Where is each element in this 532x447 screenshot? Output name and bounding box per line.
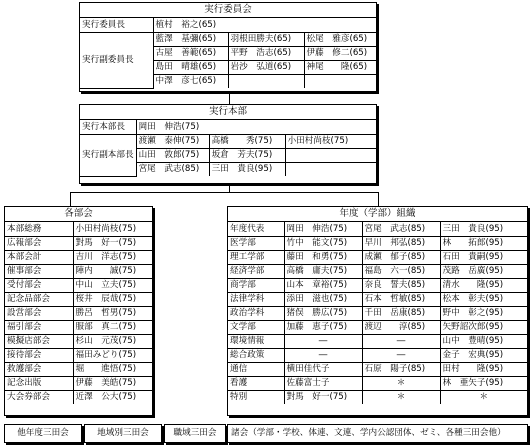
- department-name: 受付部会: [5, 278, 73, 292]
- exec-vice-member: 神尾 隆(65): [304, 60, 376, 74]
- department-name: 模擬店部会: [5, 334, 73, 348]
- department-head: 桜井 辰哉(75): [73, 292, 152, 306]
- exec-vice-member: 伊藤 修二(65): [304, 46, 376, 60]
- department-head: 中山 立夫(75): [73, 278, 152, 292]
- faculty-name: 通信: [228, 362, 284, 376]
- year-org-row: [228, 306, 527, 320]
- member-75: 對馬 好一(75): [284, 390, 362, 404]
- year-org-row: [228, 292, 527, 306]
- member-95: 田村 隆(95): [440, 362, 527, 376]
- member-85: ＊: [362, 376, 440, 390]
- department-name: 本部総務: [5, 222, 73, 236]
- occupational-mita-kai: 職域三田会: [164, 424, 226, 443]
- department-name: 本部会計: [5, 250, 73, 264]
- hq-chief-name: 岡田 伸浩(75): [136, 120, 376, 134]
- hq-vice-member: [285, 148, 376, 162]
- department-row: [5, 236, 152, 250]
- department-row: [5, 264, 152, 278]
- department-row: [5, 222, 152, 236]
- hq-vice-member: 高橋 秀(75): [209, 134, 285, 148]
- faculty-name: 環境情報: [228, 334, 284, 348]
- member-95: ＊: [440, 390, 527, 404]
- year-org-row: [228, 362, 527, 376]
- member-85: ―: [362, 348, 440, 362]
- year-org-row: [228, 376, 527, 390]
- department-row: [5, 278, 152, 292]
- member-95: 矢野詔次郎(95): [440, 320, 527, 334]
- connector-to-year-org: [378, 192, 379, 206]
- exec-hq-box: [79, 104, 377, 184]
- departments-title: 各部会: [5, 207, 152, 222]
- hq-vice-member: 山田 敦郎(75): [136, 148, 209, 162]
- department-row: [5, 306, 152, 320]
- member-95: 山中 豊晴(95): [440, 334, 527, 348]
- faculty-name: 総合政策: [228, 348, 284, 362]
- member-75: 藤田 和勇(75): [284, 250, 362, 264]
- member-75: 横田佳代子: [284, 362, 362, 376]
- member-75: 高橋 庸夫(75): [284, 264, 362, 278]
- exec-vice-member: 平野 浩志(65): [228, 46, 304, 60]
- exec-chair-label: 実行委員長: [80, 18, 153, 32]
- hq-vice-member: 宮尾 武志(85): [136, 162, 209, 176]
- year-org-row: [228, 250, 527, 264]
- member-95: 茂路 岳廣(95): [440, 264, 527, 278]
- member-95: 林 亜矢子(95): [440, 376, 527, 390]
- exec-vice-member: [304, 74, 376, 88]
- member-75: ―: [284, 348, 362, 362]
- regional-mita-kai: 地域別三田会: [84, 424, 162, 443]
- exec-vice-member: 松尾 雅彦(65): [304, 32, 376, 46]
- member-95: 松本 彰夫(95): [440, 292, 527, 306]
- department-row: [5, 292, 152, 306]
- member-95: 清水 隆(95): [440, 278, 527, 292]
- exec-chair-name: 植村 裕之(65): [153, 18, 376, 32]
- connector-to-departments: [70, 192, 71, 206]
- department-head: 近澤 公大(75): [73, 390, 152, 404]
- year-org-row: [228, 278, 527, 292]
- department-head: 福田みどり(75): [73, 348, 152, 362]
- year-org-row: [228, 348, 527, 362]
- department-row: [5, 250, 152, 264]
- exec-vice-member: 羽根田勝夫(65): [228, 32, 304, 46]
- exec-hq-title: 実行本部: [80, 105, 376, 120]
- department-head: 陣内 誠(75): [73, 264, 152, 278]
- department-name: 設営部会: [5, 306, 73, 320]
- department-head: 杉山 元茂(75): [73, 334, 152, 348]
- connector-horizontal: [70, 192, 378, 193]
- exec-vice-member: 島田 晴雄(65): [153, 60, 228, 74]
- department-row: [5, 334, 152, 348]
- member-95: 石田 貴嗣(95): [440, 250, 527, 264]
- department-name: 催事部会: [5, 264, 73, 278]
- faculty-name: 看護: [228, 376, 284, 390]
- department-row: [5, 320, 152, 334]
- departments-box: [4, 206, 153, 416]
- connector-exec-to-hq: [229, 92, 230, 104]
- department-row: [5, 376, 152, 390]
- department-name: 接待部会: [5, 348, 73, 362]
- year-org-row: [228, 334, 527, 348]
- year-org-title: 年度（学部）組織: [228, 207, 527, 222]
- hq-vice-member: [285, 162, 376, 176]
- department-row: [5, 362, 152, 376]
- department-name: 福引部会: [5, 320, 73, 334]
- faculty-name: 医学部: [228, 236, 284, 250]
- exec-vice-member: 藍澤 基彌(65): [153, 32, 228, 46]
- faculty-name: 経済学部: [228, 264, 284, 278]
- hq-vice-member: 三田 貴良(95): [209, 162, 285, 176]
- department-row: [5, 348, 152, 362]
- year-org-box: [227, 206, 528, 416]
- department-head: 對馬 好一(75): [73, 236, 152, 250]
- member-75: 猪俣 勝広(75): [284, 306, 362, 320]
- member-75: 山本 章裕(75): [284, 278, 362, 292]
- member-75: ―: [284, 334, 362, 348]
- faculty-name: 理工学部: [228, 250, 284, 264]
- department-head: 小田村尚枝(75): [73, 222, 152, 236]
- member-95: 林 拓郎(95): [440, 236, 527, 250]
- exec-vice-label: 実行副委員長: [80, 32, 153, 88]
- faculty-name: 政治学科: [228, 306, 284, 320]
- member-85: 渡辺 淳(85): [362, 320, 440, 334]
- hq-vice-label: 実行副本部長: [80, 134, 136, 176]
- department-row: [5, 390, 152, 404]
- member-85: ―: [362, 334, 440, 348]
- member-85: 早川 邦弘(85): [362, 236, 440, 250]
- connector-hq-down: [229, 184, 230, 192]
- member-95: 金子 宏典(95): [440, 348, 527, 362]
- member-75: 竹中 能文(75): [284, 236, 362, 250]
- exec-vice-member: [228, 74, 304, 88]
- member-85: 成瀬 郁子(85): [362, 250, 440, 264]
- year-org-row: [228, 390, 527, 404]
- other-year-mita-kai: 他年度三田会: [4, 424, 82, 443]
- department-name: 記念出版: [5, 376, 73, 390]
- faculty-name: 法律学科: [228, 292, 284, 306]
- hq-vice-member: 渡瀬 泰伸(75): [136, 134, 209, 148]
- member-75: 加藤 恵子(75): [284, 320, 362, 334]
- exec-vice-member: 古屋 善範(65): [153, 46, 228, 60]
- exec-committee-box: [79, 2, 377, 92]
- faculty-name: 商学部: [228, 278, 284, 292]
- member-85: 千田 岳康(85): [362, 306, 440, 320]
- department-head: 伊藤 美皓(75): [73, 376, 152, 390]
- faculty-name: 特別: [228, 390, 284, 404]
- member-75: 岡田 伸浩(75): [284, 222, 362, 236]
- hq-chief-label: 実行本部長: [80, 120, 136, 134]
- department-head: 堀 進悟(75): [73, 362, 152, 376]
- member-75: 佐藤富士子: [284, 376, 362, 390]
- department-head: 服部 真二(75): [73, 320, 152, 334]
- member-85: ＊: [362, 390, 440, 404]
- exec-vice-member: 岩沙 弘道(65): [228, 60, 304, 74]
- department-name: 広報部会: [5, 236, 73, 250]
- member-85: 宮尾 武志(85): [362, 222, 440, 236]
- member-95: 三田 貴良(95): [440, 222, 527, 236]
- member-85: 石原 陽子(85): [362, 362, 440, 376]
- member-85: 奈良 誓夫(85): [362, 278, 440, 292]
- member-85: 福島 六一(85): [362, 264, 440, 278]
- year-org-row: [228, 222, 527, 236]
- hq-vice-member: 小田村尚枝(75): [285, 134, 376, 148]
- member-95: 野中 彰之(95): [440, 306, 527, 320]
- various-groups: 諸会（学部・学校、体連、文連、学内公認団体、ゼミ、各種三田会他）: [227, 424, 528, 443]
- department-head: 吉川 洋志(75): [73, 250, 152, 264]
- department-name: 大会券部会: [5, 390, 73, 404]
- department-head: 勝呂 哲男(75): [73, 306, 152, 320]
- member-75: 添田 滋也(75): [284, 292, 362, 306]
- year-org-row: [228, 264, 527, 278]
- department-name: 記念品部会: [5, 292, 73, 306]
- member-85: 石本 哲敏(85): [362, 292, 440, 306]
- department-name: 救護部会: [5, 362, 73, 376]
- year-org-row: [228, 236, 527, 250]
- exec-committee-title: 実行委員会: [80, 3, 376, 18]
- faculty-name: 年度代表: [228, 222, 284, 236]
- hq-vice-member: 坂倉 芳夫(75): [209, 148, 285, 162]
- faculty-name: 文学部: [228, 320, 284, 334]
- exec-vice-member: 中澤 彦七(65): [153, 74, 228, 88]
- year-org-row: [228, 320, 527, 334]
